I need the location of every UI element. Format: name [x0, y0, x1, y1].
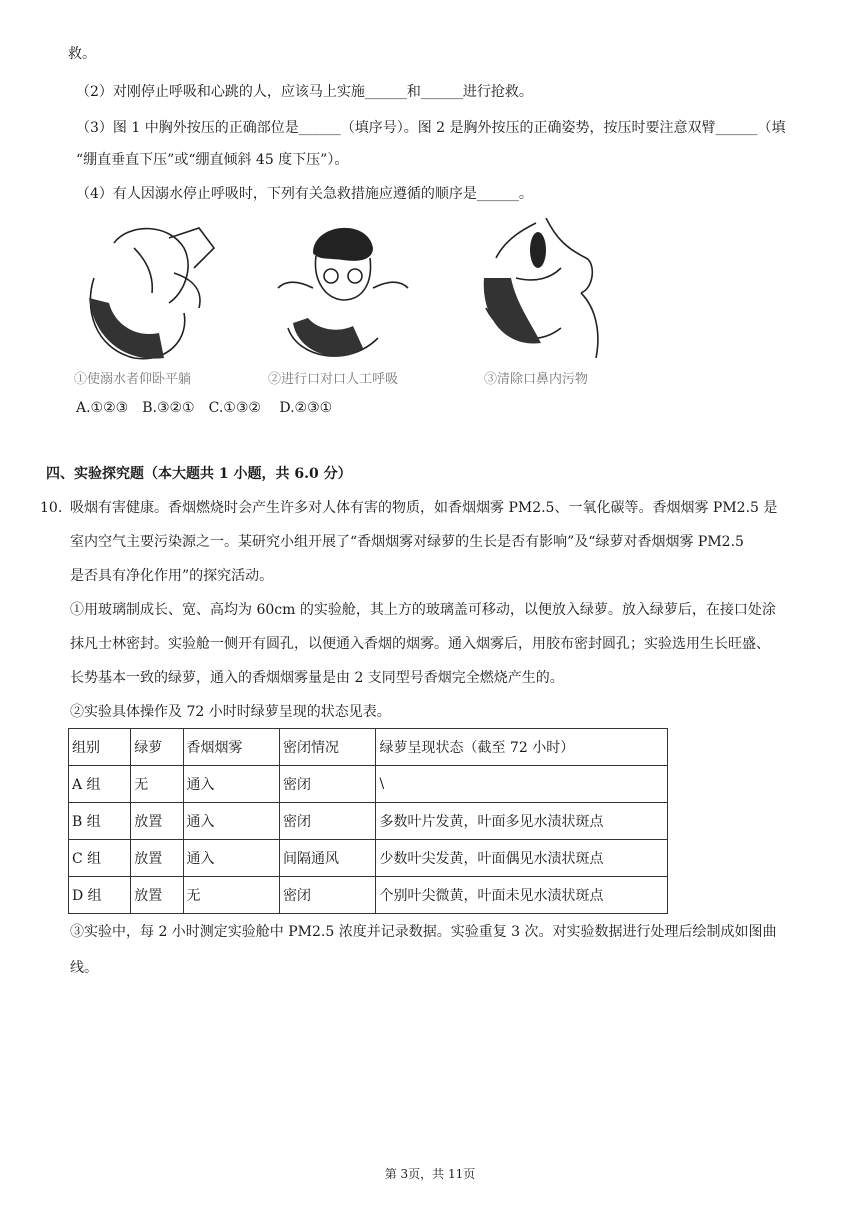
table-cell: 密闭 — [280, 877, 376, 914]
table-row — [69, 803, 668, 840]
q10-paragraph-line-1: 吸烟有害健康。香烟燃烧时会产生许多对人体有害的物质，如香烟烟雾 PM2.5、一氧化碳等。香烟烟雾 PM2.5 是 — [70, 500, 778, 516]
table-cell: 密闭 — [280, 766, 376, 803]
q10-paragraph-line-2: 室内空气主要污染源之一。某研究小组开展了“香烟烟雾对绿萝的生长是否有影响”及“绿萝对香烟烟雾 PM2.5 — [70, 534, 744, 550]
table-cell: 多数叶片发黄，叶面多见水渍状斑点 — [376, 803, 668, 840]
q10-step-3-line-1: ③实验中，每 2 小时测定实验舱中 PM2.5 浓度并记录数据。实验重复 3 次。对实验数据进行处理后绘制成如图曲 — [70, 924, 777, 940]
table-cell: 放置 — [131, 803, 183, 840]
page-footer: 第 3页，共 11页 — [384, 1167, 476, 1181]
text-continuation: 救。 — [68, 46, 96, 62]
figure-1-caption: ①使溺水者仰卧平躺 — [74, 372, 192, 387]
q10-step-1-line-2: 抹凡士林密封。实验舱一侧开有圆孔，以便通入香烟的烟雾。通入烟雾后，用胶布密封圆孔；实验选用生长旺盛、 — [70, 636, 770, 652]
q10-step-3-line-2: 线。 — [70, 960, 98, 976]
q10-step-2: ②实验具体操作及 72 小时时绿萝呈现的状态见表。 — [70, 704, 391, 720]
table-cell: B 组 — [69, 803, 131, 840]
table-header-row — [69, 729, 668, 766]
section-heading: 四、实验探究题（本大题共 1 小题，共 6.0 分） — [46, 466, 352, 482]
supine-position-icon — [74, 218, 226, 368]
question-part-3: （3）图 1 中胸外按压的正确部位是______（填序号）。图 2 是胸外按压的正确姿势，按压时要注意双臂______（填 — [76, 120, 786, 136]
table-row — [69, 766, 668, 803]
table-cell: 通入 — [183, 840, 279, 877]
clear-airway-icon — [476, 218, 628, 368]
table-header: 香烟烟雾 — [183, 729, 279, 766]
table-header: 绿萝 — [131, 729, 183, 766]
figure-2-caption: ②进行口对口人工呼吸 — [268, 372, 399, 387]
table-cell: 放置 — [131, 840, 183, 877]
question-number: 10. — [40, 500, 63, 516]
table-cell: 无 — [131, 766, 183, 803]
question-part-4: （4）有人因溺水停止呼吸时，下列有关急救措施应遵循的顺序是______。 — [76, 186, 533, 202]
answer-options: A.①②③ B.③②① C.①③② D.②③① — [76, 400, 333, 416]
table-cell: 通入 — [183, 803, 279, 840]
table-cell: 少数叶尖发黄，叶面偶见水渍状斑点 — [376, 840, 668, 877]
table-cell: 密闭 — [280, 803, 376, 840]
table-cell: 无 — [183, 877, 279, 914]
figure-2-illustration — [268, 218, 420, 386]
table-cell: 通入 — [183, 766, 279, 803]
question-part-3-cont: “绷直垂直下压”或“绷直倾斜 45 度下压”）。 — [76, 152, 349, 168]
figure-3-caption: ③清除口鼻内污物 — [484, 372, 589, 387]
table-cell: 间隔通风 — [280, 840, 376, 877]
table-header: 组别 — [69, 729, 131, 766]
table-row — [69, 877, 668, 914]
q10-paragraph-line-3: 是否具有净化作用”的探究活动。 — [70, 568, 274, 584]
figure-1-illustration — [74, 218, 226, 386]
q10-step-1-line-3: 长势基本一致的绿萝，通入的香烟烟雾量是由 2 支同型号香烟完全燃烧产生的。 — [70, 670, 564, 686]
table-cell: C 组 — [69, 840, 131, 877]
question-part-2: （2）对刚停止呼吸和心跳的人，应该马上实施______和______进行抢救。 — [76, 84, 533, 100]
figure-3-illustration — [476, 218, 628, 386]
table-header: 密闭情况 — [280, 729, 376, 766]
table-cell: \ — [376, 766, 668, 803]
q10-step-1-line-1: ①用玻璃制成长、宽、高均为 60cm 的实验舱，其上方的玻璃盖可移动，以便放入绿萝。放入绿萝后，在接口处涂 — [70, 602, 776, 618]
table-cell: 个别叶尖微黄，叶面未见水渍状斑点 — [376, 877, 668, 914]
table-row — [69, 840, 668, 877]
table-cell: A 组 — [69, 766, 131, 803]
table-cell: D 组 — [69, 877, 131, 914]
experiment-table — [68, 728, 668, 914]
table-cell: 放置 — [131, 877, 183, 914]
mouth-to-mouth-icon — [268, 218, 420, 368]
table-header: 绿萝呈现状态（截至 72 小时） — [376, 729, 668, 766]
